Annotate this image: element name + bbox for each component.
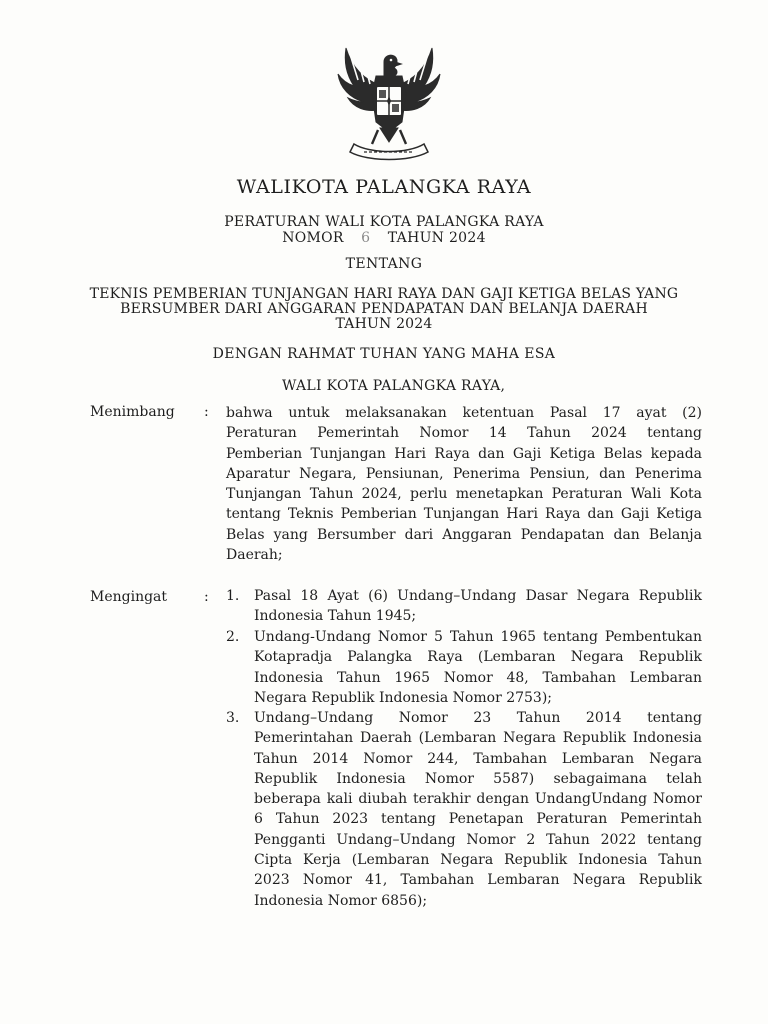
menimbang-label: Menimbang [90,404,175,420]
text-line: Belas yang Bersumber dari Anggaran Pendapatan dan Belanja [226,526,702,543]
garuda-emblem-icon [324,40,454,164]
regulation-number-line [0,230,768,246]
text-line: Aparatur Negara, Pensiunan, Penerima Pensiun, dan Penerima [226,465,702,482]
text-line: Negara Republik Indonesia Nomor 2753); [254,689,553,706]
subject-line: TEKNIS PEMBERIAN TUNJANGAN HARI RAYA DAN GAJI KETIGA BELAS YANG [89,286,679,302]
text-line: Tunjangan Tahun 2024, perlu menetapkan Peraturan Wali Kota [226,486,702,503]
mengingat-label: Mengingat [90,589,168,605]
text-line: Indonesia Nomor 6856); [254,892,428,909]
mengingat-colon: : [204,589,209,605]
text-line: Undang-Undang Nomor 5 Tahun 1965 tentang Pembentukan [254,629,702,645]
item-number: 3. [226,710,240,726]
text-line: tentang Teknis Pemberian Tunjangan Hari Raya dan Gaji Ketiga [226,506,702,523]
text-line: Peraturan Pemerintah Nomor 14 Tahun 2024 tentang [226,425,702,442]
regulation-year: TAHUN 2024 [387,230,486,246]
text-line: Indonesia Tahun 1965 Nomor 48, Tambahan Lembaran [254,669,702,686]
text-line: Pemberian Tunjangan Hari Raya dan Gaji Ketiga Belas kepada [226,445,702,462]
text-line: Republik Indonesia Nomor 5587) sebagaimana telah [254,770,702,787]
text-line: Cipta Kerja (Lembaran Negara Republik Indonesia Tahun [254,852,702,869]
subject-line: TAHUN 2024 [335,316,433,332]
menimbang-colon: : [204,404,209,420]
item-body [254,708,702,911]
document-title: WALIKOTA PALANGKA RAYA [236,176,532,198]
item-body [254,586,702,627]
text-line: bahwa untuk melaksanakan ketentuan Pasal 17 ayat (2) [226,405,702,421]
item-number: 1. [226,588,240,604]
text-line: Pemerintahan Daerah (Lembaran Negara Republik Indonesia [254,730,702,747]
regulation-number: 6 [361,230,371,246]
tentang-heading: TENTANG [345,256,423,272]
text-line: Kotapradja Palangka Raya (Lembaran Negara Republik [254,649,702,666]
text-line: Pengganti Undang–Undang Nomor 2 Tahun 2022 tentang [254,831,702,848]
item-body [254,627,702,708]
text-line: Tahun 2014 Nomor 244, Tambahan Lembaran Negara [254,750,702,767]
text-line: Daerah; [226,547,283,564]
issuer-line: WALI KOTA PALANGKA RAYA, [282,378,506,394]
text-line: beberapa kali diubah terakhir dengan UndangUndang Nomor [254,791,702,808]
text-line: Pasal 18 Ayat (6) Undang–Undang Dasar Negara Republik [254,588,702,604]
number-label: NOMOR [282,230,344,246]
menimbang-text [226,403,702,565]
item-number: 2. [226,629,240,645]
text-line: 6 Tahun 2023 tentang Penetapan Peraturan Pemerintah [254,811,702,828]
text-line: 2023 Nomor 41, Tambahan Lembaran Negara Republik [254,872,702,889]
subject-line: BERSUMBER DARI ANGGARAN PENDAPATAN DAN BELANJA DAERAH [120,301,648,317]
regulation-heading: PERATURAN WALI KOTA PALANGKA RAYA [224,214,544,230]
text-line: Undang–Undang Nomor 23 Tahun 2014 tentang [254,710,702,726]
text-line: Indonesia Tahun 1945; [254,608,417,625]
invocation-line: DENGAN RAHMAT TUHAN YANG MAHA ESA [212,346,556,362]
